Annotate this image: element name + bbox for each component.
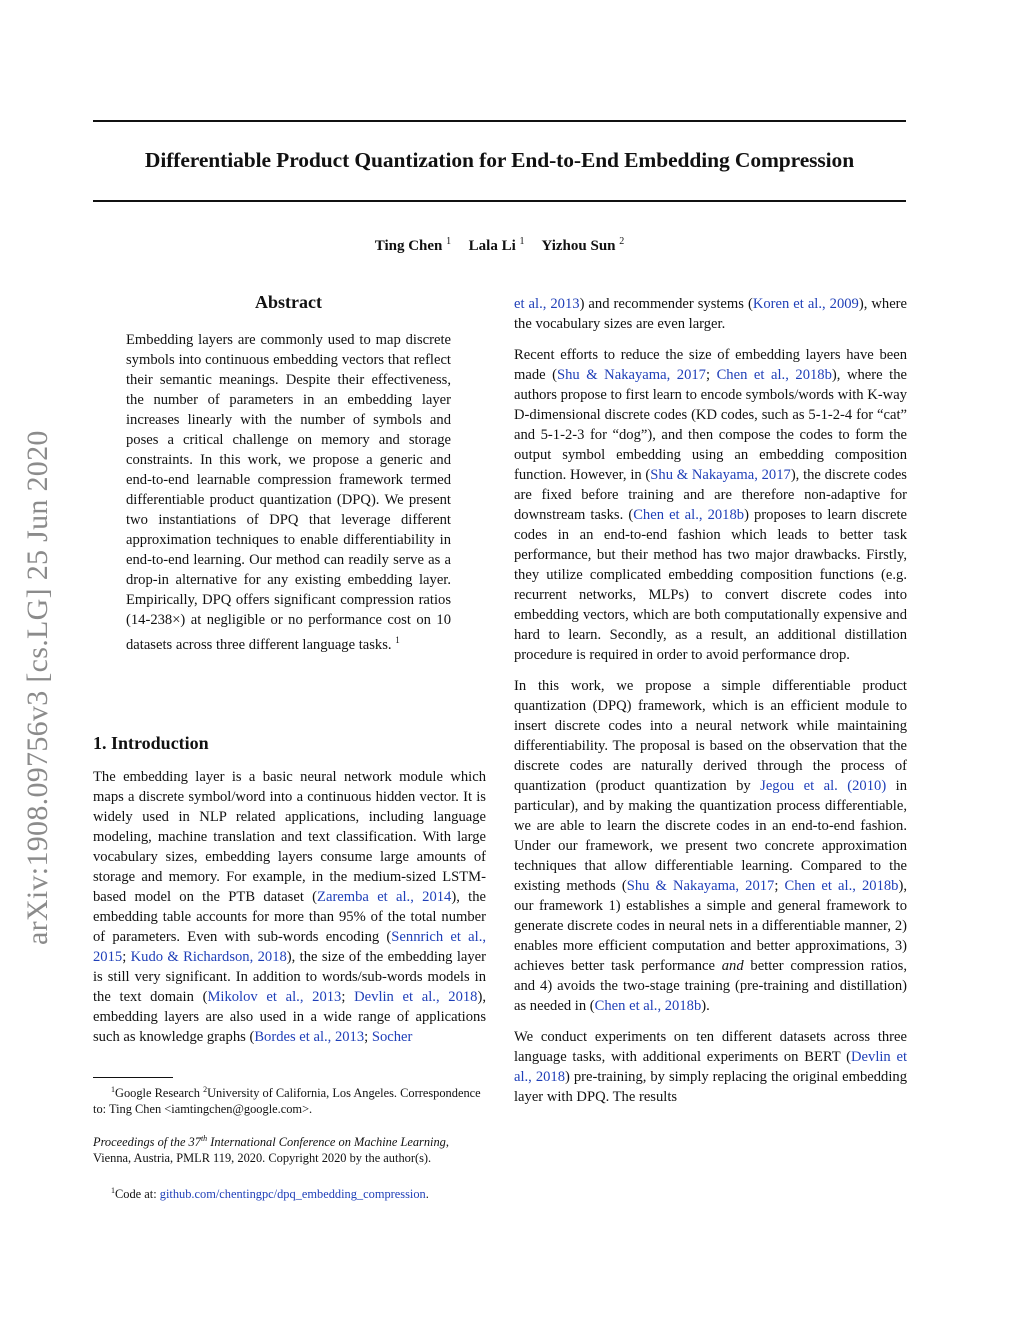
text-run: We conduct experiments on ten different datasets across three language tasks, with additional experiments on BERT (: [514, 1029, 907, 1065]
citation-link[interactable]: Chen et al., 2018b: [784, 878, 899, 894]
text-run: ;: [705, 367, 717, 383]
footnote-mark: 1: [111, 1085, 115, 1094]
text-run: better compression ratios, and 4) avoids the two-stage training (pre-training and distillation) as needed in (: [514, 958, 907, 1014]
right-column: [514, 294, 907, 1118]
code-repository-link[interactable]: github.com/chentingpc/dpq_embedding_compression: [159, 1187, 426, 1202]
text-run: Recent efforts to reduce the size of embedding layers have been made (: [514, 347, 907, 383]
citation-link[interactable]: Chen et al., 2018b: [594, 998, 702, 1014]
citation-link[interactable]: Shu & Nakayama, 2017: [650, 467, 791, 483]
citation-link[interactable]: Koren et al., 2009: [752, 296, 859, 312]
citation-link[interactable]: Chen et al., 2018b: [633, 507, 745, 523]
text-run: ).: [701, 998, 710, 1014]
citation-link[interactable]: Devlin et al., 2018: [514, 1049, 907, 1085]
text-run: ), the discrete codes are fixed before training and are therefore non-adaptive for downstream tasks. (: [514, 467, 907, 523]
abstract-heading: Abstract: [255, 292, 322, 312]
citation-link[interactable]: Sennrich et al., 2015: [93, 929, 486, 965]
text-run: th: [200, 1134, 208, 1143]
text-run: .: [425, 1187, 429, 1202]
author-affil-mark: 2: [619, 236, 625, 247]
citation-link[interactable]: Zaremba et al., 2014: [317, 889, 452, 905]
text-run: ), where the authors propose to first learn to encode symbols/words with K-way D-dimensional discrete codes (KD codes, such as 5-1-2-4 for “cat” and 5-1-2-3 for “dog”), and then compose the codes to form the output symbol embedding using an embedding composition function. However, in (: [514, 367, 907, 483]
text-run: Code at:: [115, 1187, 160, 1202]
paragraph: [514, 676, 907, 1016]
text-run: In this work, we propose a simple differentiable product quantization (DPQ) framework, which is an efficient module to insert discrete codes into a neural network while maintaining differentiability. The proposal is based on the observation that the discrete codes are naturally derived through the process of quantization (product quantization by: [514, 678, 907, 794]
arxiv-identifier: arXiv:1908.09756v3 [cs.LG] 25 Jun 2020: [21, 430, 54, 945]
text-run: ), our framework 1) establishes a simple and general framework to generate discrete codes in neural nets in a differentiable manner, 2) enables more efficient computation and better approximations, 3) achieves better task performance: [514, 878, 907, 974]
paragraph: [514, 345, 907, 665]
emphasis: and: [721, 958, 744, 974]
introduction-paragraph: [93, 767, 486, 1047]
text-run: ;: [774, 878, 785, 894]
text-run: ), the embedding table accounts for more than 95% of the total number of parameters. Even with sub-words encoding (: [93, 889, 486, 945]
citation-link[interactable]: Shu & Nakayama, 2017: [557, 367, 706, 383]
citation-link[interactable]: Jegou et al. (2010): [760, 778, 887, 794]
text-run: ), embedding layers are also used in a wide range of applications such as knowledge graphs (: [93, 989, 486, 1045]
text-run: International Conference on Machine Learning: [207, 1135, 446, 1150]
abstract-footnote-mark: 1: [395, 635, 400, 645]
footnote-divider: [93, 1077, 173, 1078]
citation-link[interactable]: Devlin et al., 2018: [354, 989, 478, 1005]
paragraph: [514, 1027, 907, 1107]
text-run: ;: [364, 1029, 372, 1045]
citation-link[interactable]: Chen et al., 2018b: [716, 367, 832, 383]
text-run: ), where the vocabulary sizes are even larger.: [514, 296, 908, 332]
title-rule-bottom: [93, 200, 906, 202]
citation-link[interactable]: Socher: [371, 1029, 413, 1045]
citation-link[interactable]: et al., 2013: [514, 296, 580, 312]
text-run: University of California, Los Angeles. Correspondence to: Ting Chen <iamtingchen@google.com>.: [93, 1086, 481, 1117]
paragraph: [514, 294, 907, 334]
author-name: Ting Chen: [374, 238, 443, 254]
text-run: ) pre-training, by simply replacing the original embedding layer with DPQ. The results: [514, 1069, 907, 1105]
author-affil-mark: 1: [519, 236, 525, 247]
footnote-mark: 2: [203, 1085, 208, 1094]
author-name: Lala Li: [468, 238, 516, 254]
text-run: Proceedings of the 37: [93, 1135, 201, 1150]
text-run: in particular), and by making the quantization process differentiable, we are able to learn the discrete codes in an end-to-end fashion. Under our framework, we present two concrete approximation techniques that allow differentiable learning. Compared to the existing methods (: [514, 778, 907, 894]
text-run: ), the size of the embedding layer is still very significant. In addition to words/sub-words models in the text domain (: [93, 949, 486, 1005]
proceedings-note: [93, 1131, 488, 1166]
citation-link[interactable]: Mikolov et al., 2013: [207, 989, 342, 1005]
code-footnote: [93, 1183, 488, 1202]
footnote-mark: 1: [111, 1186, 115, 1195]
title-rule-top: [93, 120, 906, 122]
citation-link[interactable]: Shu & Nakayama, 2017: [626, 878, 775, 894]
author-affil-mark: 1: [446, 236, 452, 247]
text-run: The embedding layer is a basic neural network module which maps a discrete symbol/word into a continuous hidden vector. It is widely used in NLP related applications, including language modeling, machine translation and text classification. With large vocabulary sizes, embedding layers consume large amounts of storage and memory. For example, in the medium-sized LSTM-based model on the PTB dataset (: [93, 769, 486, 905]
text-run: , Vienna, Austria, PMLR 119, 2020. Copyright 2020 by the author(s).: [93, 1135, 449, 1166]
affiliation-footnote: [93, 1082, 488, 1117]
citation-link[interactable]: Kudo & Richardson, 2018: [130, 949, 287, 965]
author-list: [93, 236, 906, 255]
text-run: ) and recommender systems (: [579, 296, 753, 312]
text-run: ;: [122, 949, 131, 965]
abstract-body-text: Embedding layers are commonly used to map discrete symbols into continuous embedding vectors that reflect their semantic meanings. Despite their effectiveness, the number of parameters in an embedding layer increases linearly with the number of symbols and poses a critical challenge on memory and storage constraints. In this work, we propose a generic and end-to-end learnable compression framework termed differentiable product quantization (DPQ). We present two instantiations of DPQ that leverage different approximation techniques to enable differentiability in end-to-end learning. Our method can readily serve as a drop-in alternative for any existing embedding layer. Empirically, DPQ offers significant compression ratios (14-238×) at negligible or no performance cost on 10 datasets across three different language tasks.: [126, 332, 451, 653]
paper-title: Differentiable Product Quantization for End-to-End Embedding Compression: [144, 148, 855, 172]
author-name: Yizhou Sun: [541, 238, 616, 254]
text-run: ;: [341, 989, 355, 1005]
abstract-text: [126, 330, 451, 655]
text-run: Google Research: [115, 1086, 204, 1101]
introduction-heading: 1. Introduction: [93, 733, 209, 753]
citation-link[interactable]: Bordes et al., 2013: [254, 1029, 365, 1045]
text-run: ) proposes to learn discrete codes in an end-to-end fashion which leads to better task performance, but their method has two major drawbacks. Firstly, they utilize complicated embedding composition functions (e.g. recurrent networks, MLPs) to convert discrete codes into embedding vectors, which are both computationally expensive and hard to learn. Secondly, as a result, an additional distillation procedure is required in order to avoid performance drop.: [514, 507, 907, 663]
